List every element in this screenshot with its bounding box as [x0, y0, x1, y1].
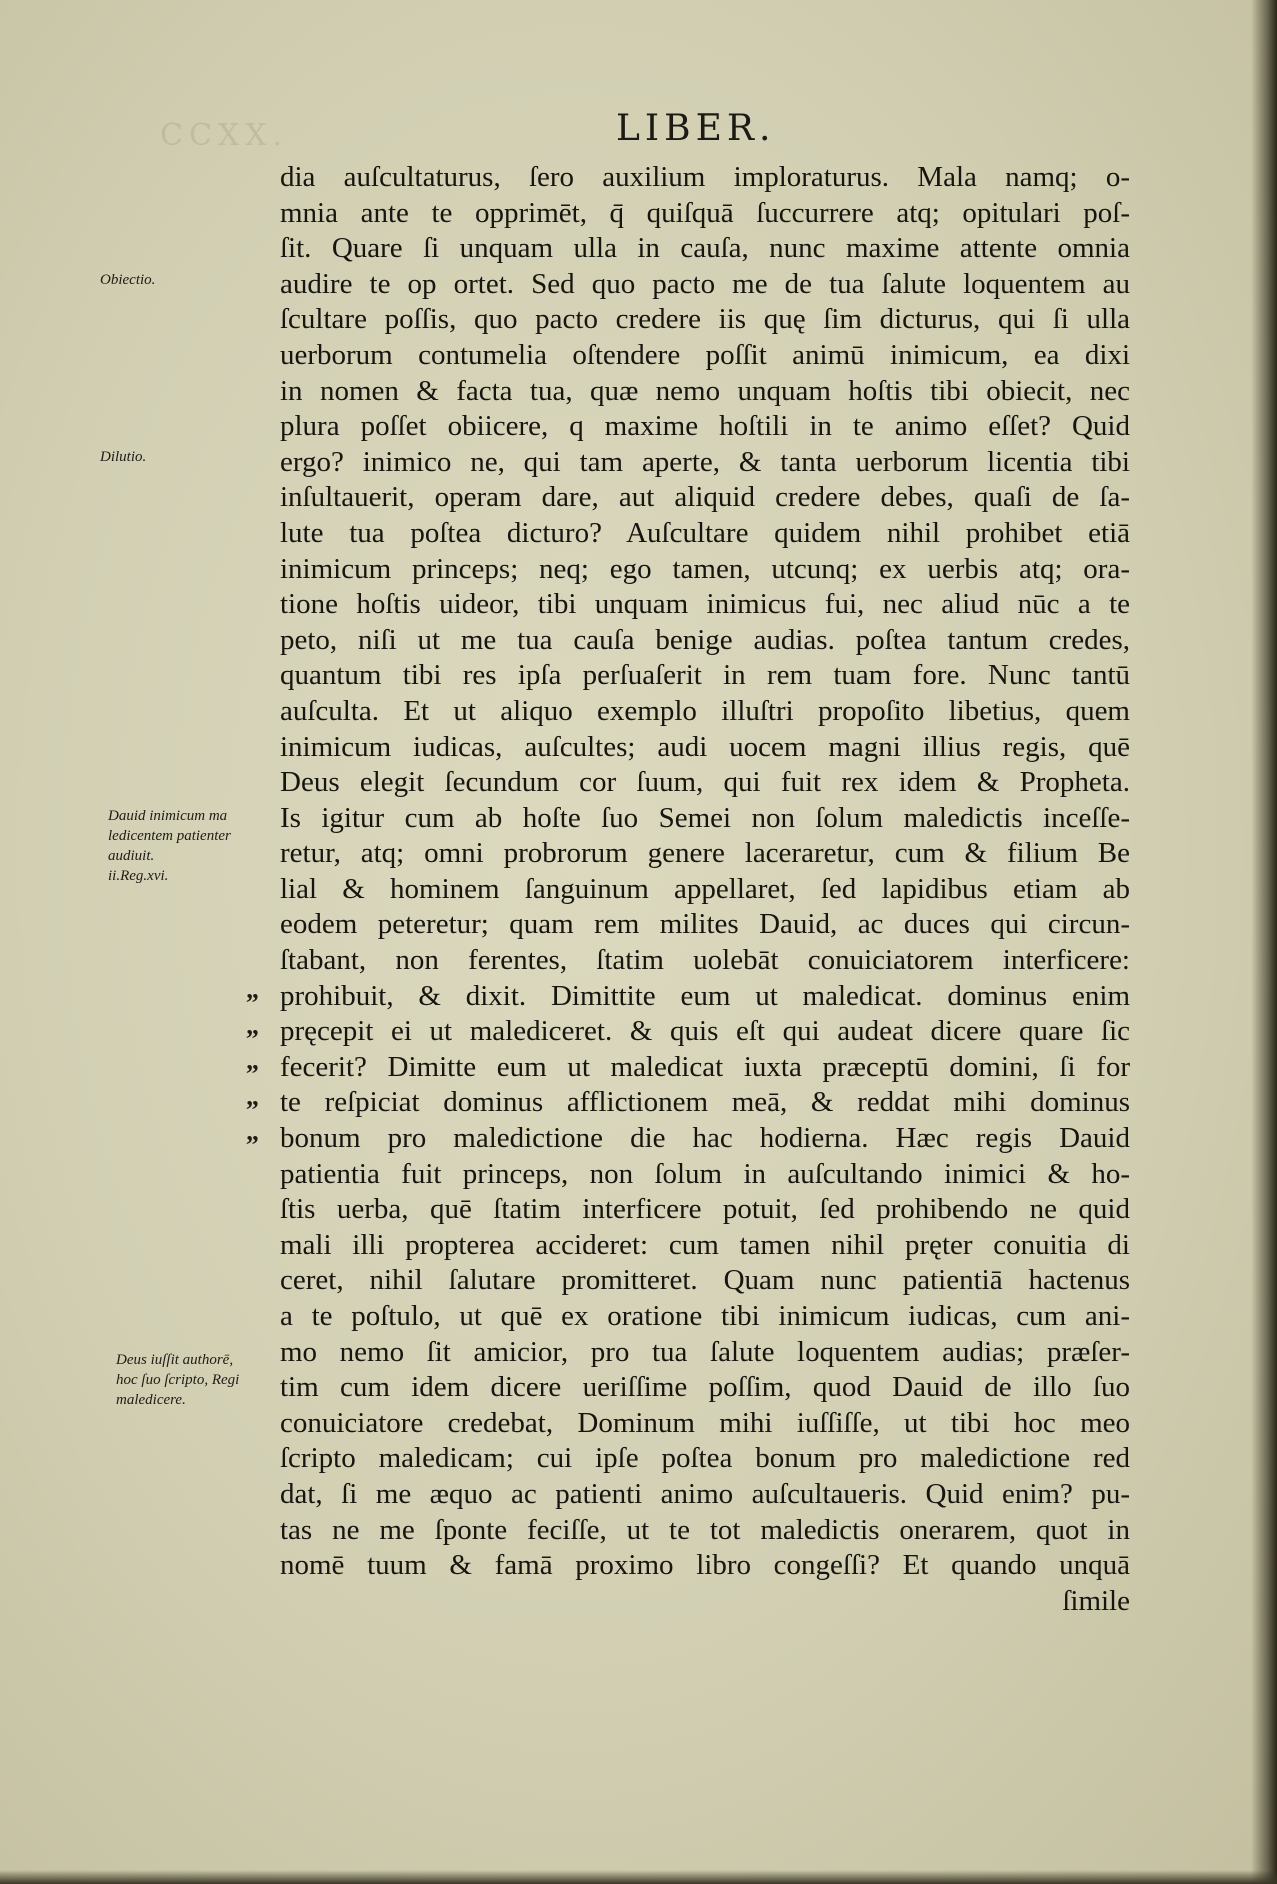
- text-line: Deus elegit ſecundum cor ſuum, qui fuit rex idem & Propheta.: [280, 766, 1130, 799]
- catchword: ſimile: [1062, 1584, 1130, 1617]
- text-line: pręcepit ei ut malediceret. & quis eſt qui audeat dicere quare ſic: [280, 1015, 1130, 1048]
- text-line: ceret, nihil ſalutare promitteret. Quam nunc patientiā hactenus: [280, 1264, 1130, 1297]
- quote-mark: „: [246, 1081, 259, 1111]
- margin-note-line: hoc ſuo ſcripto, Regi: [116, 1372, 240, 1388]
- text-line: Is igitur cum ab hoſte ſuo Semei non ſolum maledictis inceſſe-: [280, 801, 1130, 834]
- margin-note-line: Dilutio.: [100, 449, 147, 465]
- text-line: ergo? inimico ne, qui tam aperte, & tanta uerborum licentia tibi: [280, 445, 1130, 478]
- text-line: plura poſſet obiicere, q maxime hoſtili in te animo eſſet? Quid: [280, 410, 1130, 443]
- text-line: dat, ſi me æquo ac patienti animo auſcultaueris. Quid enim? pu-: [280, 1477, 1130, 1510]
- margin-note-deus: [116, 1350, 239, 1410]
- text-line: mali illi propterea accideret: cum tamen nihil pręter conuitia di: [280, 1228, 1130, 1261]
- text-line: conuiciatore credebat, Dominum mihi iuſſiſſe, ut tibi hoc meo: [280, 1406, 1130, 1439]
- page-edge-shadow: [1251, 0, 1277, 1884]
- text-line: fecerit? Dimitte eum ut maledicat iuxta præceptū domini, ſi for: [280, 1050, 1130, 1083]
- text-line: mo nemo ſit amicior, pro tua ſalute loquentem audias; præſer-: [280, 1335, 1130, 1368]
- bleed-through-text: CCXX.: [160, 118, 289, 153]
- text-line: nomē tuum & famā proximo libro congeſſi? Et quando unquā: [280, 1549, 1130, 1582]
- text-line: ſcripto maledicam; cui ipſe poſtea bonum pro maledictione red: [280, 1442, 1130, 1475]
- text-line: ſtis uerba, quē ſtatim interficere potuit, ſed prohibendo ne quid: [280, 1193, 1130, 1226]
- text-line: tione hoſtis uideor, tibi unquam inimicus fui, nec aliud nūc a te: [280, 588, 1130, 621]
- text-line: patientia fuit princeps, non ſolum in auſcultando inimici & ho-: [280, 1157, 1130, 1190]
- margin-note-obiectio: [100, 270, 155, 290]
- text-line: te reſpiciat dominus afflictionem meā, & reddat mihi dominus: [280, 1086, 1130, 1119]
- text-line: peto, niſi ut me tua cauſa benige audias. poſtea tantum credes,: [280, 623, 1130, 656]
- text-line: ſtabant, non ferentes, ſtatim uolebāt conuiciatorem interficere:: [280, 944, 1130, 977]
- text-line: in nomen & facta tua, quæ nemo unquam hoſtis tibi obiecit, nec: [280, 374, 1130, 407]
- margin-note-line: ii.Reg.xvi.: [108, 868, 169, 884]
- text-line: eodem peteretur; quam rem milites Dauid, ac duces qui circun-: [280, 908, 1130, 941]
- text-line: dia auſcultaturus, ſero auxilium imploraturus. Mala namq; o-: [280, 161, 1130, 193]
- quote-mark: „: [246, 1010, 259, 1040]
- text-line: tas ne me ſponte feciſſe, ut te tot maledictis onerarem, quot in: [280, 1513, 1130, 1546]
- text-line: lute tua poſtea dicturo? Auſcultare quidem nihil prohibet etiā: [280, 516, 1130, 549]
- text-line: audire te op ortet. Sed quo pacto me de tua ſalute loquentem au: [280, 267, 1130, 300]
- quote-mark: „: [246, 975, 259, 1004]
- text-line: inimicum princeps; neq; ego tamen, utcunq; ex uerbis atq; ora-: [280, 552, 1130, 585]
- quotation-marks: [246, 972, 259, 1150]
- quote-mark: „: [246, 1117, 259, 1147]
- text-line: auſculta. Et ut aliquo exemplo illuſtri propoſito libetius, quem: [280, 694, 1130, 727]
- text-line: quantum tibi res ipſa perſuaſerit in rem tuam fore. Nunc tantū: [280, 659, 1130, 692]
- text-line: uerborum contumelia oſtendere poſſit animū inimicum, ea dixi: [280, 338, 1130, 371]
- text-line: mnia ante te opprimēt, q̄ quiſquā ſuccurrere atq; opitulari poſ-: [280, 196, 1130, 229]
- margin-note-line: maledicere.: [116, 1392, 186, 1408]
- margin-note-line: audiuit.: [108, 848, 155, 864]
- margin-note-dilutio: [100, 447, 146, 467]
- quote-mark: „: [246, 1046, 259, 1076]
- text-line: lial & hominem ſanguinum appellaret, ſed lapidibus etiam ab: [280, 872, 1130, 905]
- margin-note-dauid: [108, 806, 231, 886]
- text-line: ſit. Quare ſi unquam ulla in cauſa, nunc maxime attente omnia: [280, 232, 1130, 265]
- text-line: inimicum iudicas, auſcultes; audi uocem magni illius regis, quē: [280, 730, 1130, 763]
- text-line: ſcultare poſſis, quo pacto credere iis quę ſim dicturus, qui ſi ulla: [280, 303, 1130, 336]
- text-line: a te poſtulo, ut quē ex oratione tibi inimicum iudicas, cum ani-: [280, 1300, 1130, 1332]
- margin-note-line: ledicentem patienter: [108, 828, 231, 844]
- text-line: inſultauerit, operam dare, aut aliquid credere debes, quaſi de ſa-: [280, 481, 1130, 514]
- text-line: tim cum idem dicere ueriſſime poſſim, quod Dauid de illo ſuo: [280, 1371, 1130, 1404]
- main-text-block: [280, 160, 1130, 1619]
- text-line: retur, atq; omni probrorum genere laceraretur, cum & filium Be: [280, 837, 1130, 870]
- margin-note-line: Deus iuſſit authorē,: [116, 1352, 234, 1368]
- text-line: bonum pro maledictione die hac hodierna. Hæc regis Dauid: [280, 1122, 1130, 1155]
- running-title: LIBER.: [616, 108, 776, 149]
- page-bottom-shadow: [0, 1870, 1277, 1884]
- text-line: prohibuit, & dixit. Dimittite eum ut maledicat. dominus enim: [280, 979, 1130, 1012]
- margin-note-line: Dauid inimicum ma: [108, 808, 228, 824]
- margin-note-line: Obiectio.: [100, 272, 156, 288]
